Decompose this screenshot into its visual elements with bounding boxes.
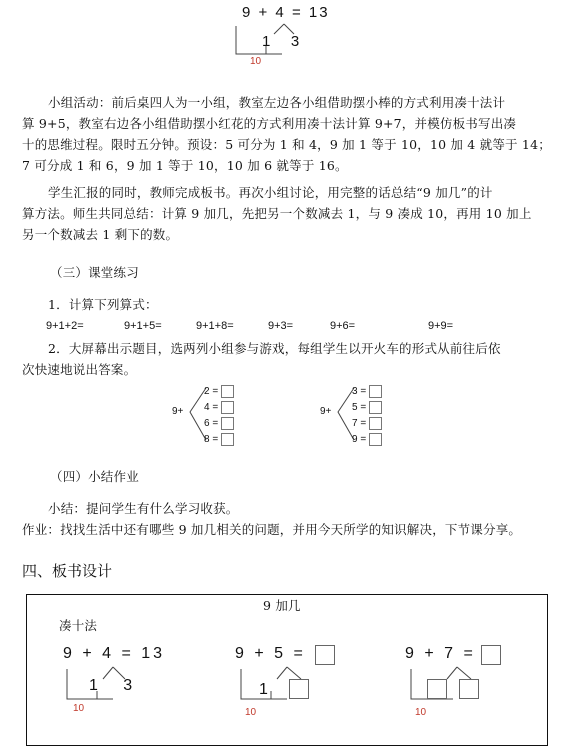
homework: 作业：找找生活中还有哪些 9 加几相关的问题，并用今天所学的知识解决，下节课分享。	[22, 522, 522, 537]
activity-line: 7 可分成 1 和 6，9 加 1 等于 10，10 加 6 就等于 16。	[22, 158, 348, 173]
item2-line: 2．大屏幕出示题目，选两列小组参与游戏，每组学生以开火车的形式从前往后依	[48, 341, 501, 356]
answer-box[interactable]	[369, 433, 382, 446]
tree-item: 4 =	[204, 400, 234, 416]
practice-item-2	[22, 338, 552, 380]
board-ten-label: 10	[245, 707, 257, 718]
tree-right	[320, 382, 400, 448]
board-design-heading: 四、板书设计	[22, 562, 113, 580]
tree-item: 3 =	[352, 384, 382, 400]
board-equation-1: 9 + 4 = 13	[63, 645, 166, 662]
activity-line: 十的思维过程。限时五分钟。预设：5 可分为 1 和 4，9 加 1 等于 10，10 加 4 就等于 14；	[22, 137, 551, 152]
answer-box[interactable]	[221, 401, 234, 414]
lesson-summary: 小结：提问学生有什么学习收获。	[48, 501, 239, 516]
summary-section-title: （四）小结作业	[50, 469, 139, 484]
tree-item: 2 =	[204, 384, 234, 400]
answer-box[interactable]	[221, 433, 234, 446]
item2-line: 次快速地说出答案。	[22, 362, 137, 377]
board-eq1-split: 1 3	[89, 677, 136, 694]
tree-left	[172, 382, 252, 448]
summary-line: 算方法。师生共同总结：计算 9 加几，先把另一个数减去 1，与 9 凑成 10，再用 10 加上	[22, 206, 532, 221]
summary-line: 学生汇报的同时，教师完成板书。再次小组讨论，用完整的话总结“9 加几”的计	[48, 185, 493, 200]
answer-box[interactable]	[369, 401, 382, 414]
board-eq2-answer-box[interactable]	[315, 645, 335, 665]
answer-box[interactable]	[221, 417, 234, 430]
exercise-item: 9+3=	[268, 320, 294, 332]
answer-box[interactable]	[221, 385, 234, 398]
board-subtitle: 凑十法	[59, 618, 98, 633]
board-equation-2: 9 + 5 =	[235, 645, 306, 662]
activity-line: 小组活动：前后桌四人为一小组，教室左边各小组借助摆小棒的方式利用凑十法计	[48, 95, 506, 110]
board-ten-label: 10	[73, 703, 85, 714]
top-ten-label: 10	[250, 56, 262, 67]
board-ten-label: 10	[415, 707, 427, 718]
activity-line: 算 9+5，教室右边各小组借助摆小红花的方式利用凑十法计算 9+7，并模仿板书写出凑	[22, 116, 517, 131]
summary-line: 另一个数减去 1 剩下的数。	[22, 227, 179, 242]
top-equation: 9 + 4 = 13	[242, 4, 330, 21]
tree-item: 7 =	[352, 416, 382, 432]
tree-root: 9+	[172, 406, 184, 417]
exercise-item: 9+1+8=	[196, 320, 234, 332]
practice-item-1: 1．计算下列算式：	[48, 297, 158, 312]
blackboard-design	[26, 594, 548, 746]
tree-item: 5 =	[352, 400, 382, 416]
board-eq2-split-box[interactable]	[289, 679, 309, 699]
board-eq3-answer-box[interactable]	[481, 645, 501, 665]
answer-box[interactable]	[369, 385, 382, 398]
exercise-item: 9+1+5=	[124, 320, 162, 332]
board-equation-3: 9 + 7 =	[405, 645, 476, 662]
tree-root: 9+	[320, 406, 332, 417]
board-eq3-split-box-2[interactable]	[459, 679, 479, 699]
exercise-item: 9+9=	[428, 320, 454, 332]
answer-box[interactable]	[369, 417, 382, 430]
board-title: 9 加几	[263, 598, 301, 613]
board-eq3-split-box-1[interactable]	[427, 679, 447, 699]
tree-item: 8 =	[204, 432, 234, 448]
tree-item: 6 =	[204, 416, 234, 432]
board-eq2-split: 1	[259, 681, 271, 698]
practice-section-title: （三）课堂练习	[50, 265, 139, 280]
exercise-item: 9+1+2=	[46, 320, 84, 332]
method-summary-paragraph	[22, 182, 552, 245]
exercise-item: 9+6=	[330, 320, 356, 332]
activity-paragraph	[22, 92, 552, 176]
top-split-numbers: 1 3	[262, 33, 302, 50]
tree-item: 9 =	[352, 432, 382, 448]
